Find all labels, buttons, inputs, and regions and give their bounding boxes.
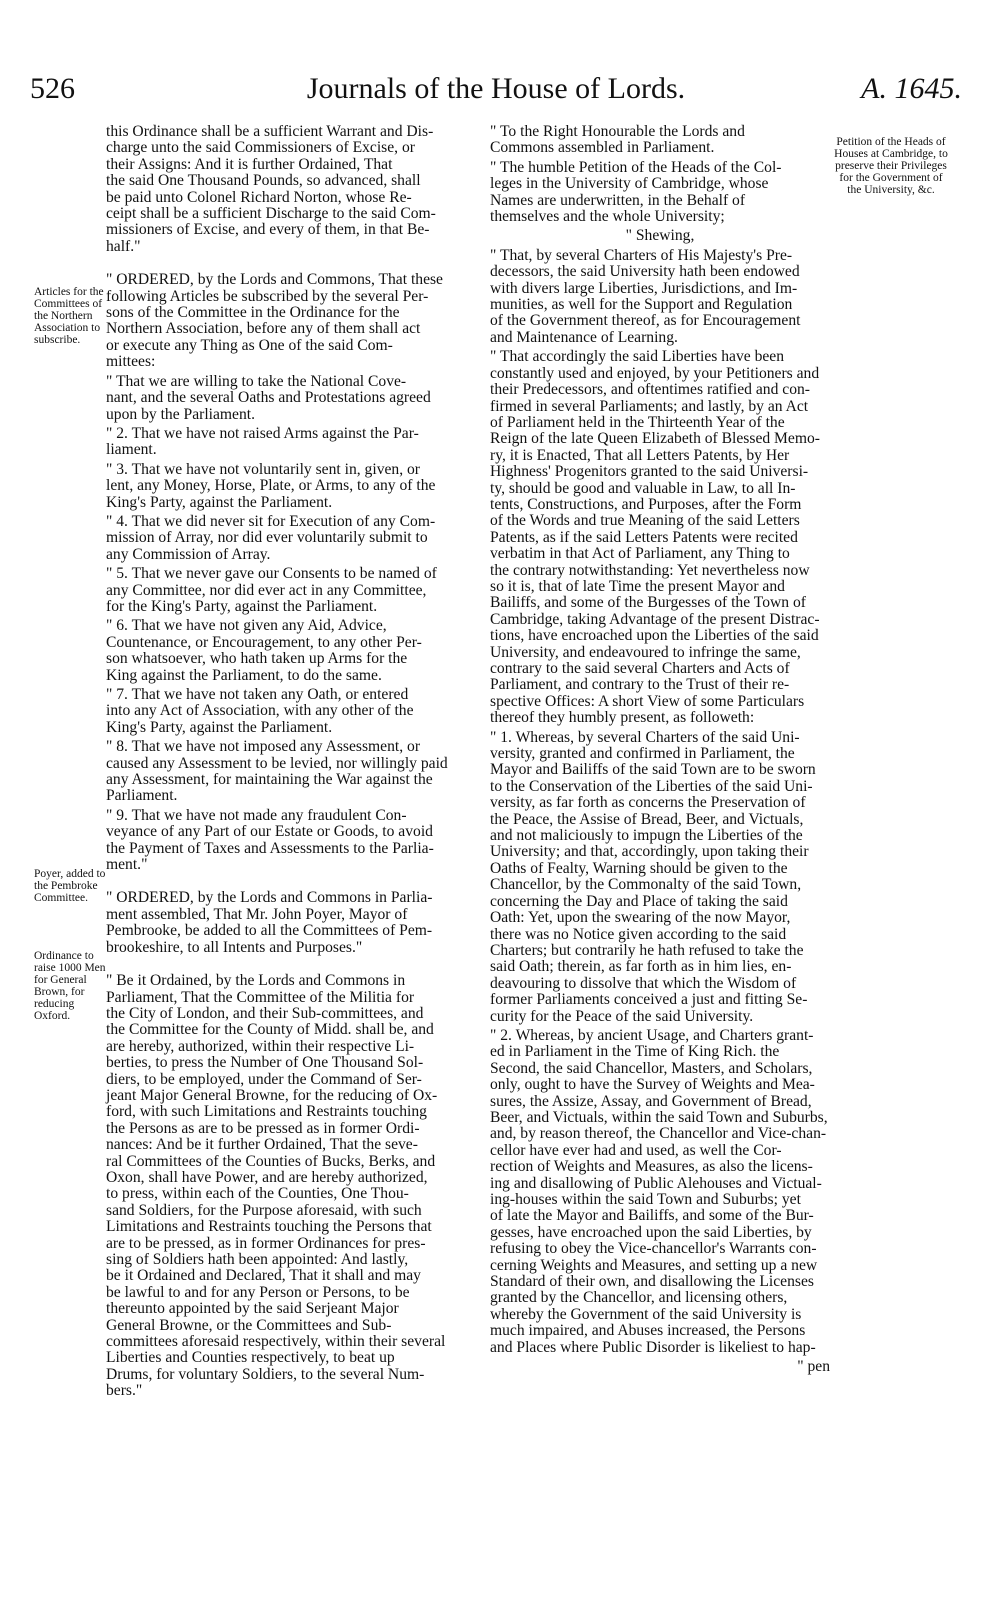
right-column: [490, 124, 830, 1378]
left-paragraph: " 5. That we never gave our Consents to be named of any Committee, nor did ever act in any Committee, for the King's Party, against the Parliament.: [106, 565, 437, 615]
margin-note-petition: Petition of the Heads of Houses at Cambridge, to preserve their Privileges for the Government of the University, &c.: [834, 136, 948, 196]
left-column: [106, 124, 466, 1403]
right-paragraph: " 2. Whereas, by ancient Usage, and Charters grant- ed in Parliament in the Time of King Rich. the Second, the said Chancellor, Masters, and Scholars, only, ought to have the Survey of Weights and Mea- sures, the Assize, Assay, and Government of Bread, Beer, and Victuals, within the said Town and Suburbs, and, by reason thereof, the Chancellor and Vice-chan- cellor have ever had and used, as well the Cor- rection of Weights and Measures, as also the licens- ing and disallowing of Public Alehouses and Victual- ing-houses within the said Town and Suburbs; yet of late the Mayor and Bailiffs, and some of the Bur- gesses, have encroached upon the said Liberties, by refusing to obey the Vice-chancellor's Warrants con- cerning Weights and Measures, and setting up a new Standard of their own, and disallowing the Licenses granted by the Chancellor, and licensing others, whereby the Government of the said University is much impaired, and Abuses increased, the Persons and Places where Public Disorder is likeliest to hap-: [490, 1026, 828, 1356]
left-paragraph: " 3. That we have not voluntarily sent in, given, or lent, any Money, Horse, Plate, or Arms, to any of the King's Party, against the Parliament.: [106, 460, 436, 511]
running-header: [30, 72, 962, 112]
left-paragraph: " 9. That we have not made any fraudulent Con- veyance of any Part of our Estate or Goods, to avoid the Payment of Taxes and Assessments to the Parlia- ment.": [106, 806, 434, 874]
right-paragraph: " Shewing,: [625, 227, 695, 245]
left-paragraph: " That we are willing to take the National Cove- nant, and the several Oaths and Protestations agreed upon by the Parliament.: [106, 372, 431, 423]
right-paragraph: " To the Right Honourable the Lords and Commons assembled in Parliament.: [490, 123, 745, 157]
catchword: " pen: [797, 1358, 830, 1376]
left-paragraph: " 6. That we have not given any Aid, Advice, Countenance, or Encouragement, to any other Per- son whatsoever, who hath taken up Arms for the King against the Parliament, to do the same.: [106, 617, 422, 684]
left-paragraph: this Ordinance shall be a sufficient Warrant and Dis- charge unto the said Commissioners of Excise, or their Assigns: And it is further Ordained, That the said One Thousand Pounds, so advanced, shall be paid unto Colonel Richard Norton, whose Re- ceipt shall be a sufficient Discharge to the said Com- missioners of Excise, and every of them, in that Be- half.": [106, 123, 436, 255]
right-paragraph: " The humble Petition of the Heads of the Col- leges in the University of Cambridge, whose Names are underwritten, in the Behalf of themselves and the whole University;: [490, 158, 782, 226]
margin-note-poyer: Poyer, added to the Pembroke Committee.: [34, 868, 106, 904]
left-paragraph: " ORDERED, by the Lords and Commons, That these following Articles be subscribed by the several Per- sons of the Committee in the Ordinance for the Northern Association, before any of them shall act or execute any Thing as One of the said Com- mittees:: [106, 271, 443, 371]
left-paragraph: " 7. That we have not taken any Oath, or entered into any Act of Association, with any other of the King's Party, against the Parliament.: [106, 686, 414, 736]
left-paragraph: " Be it Ordained, by the Lords and Commons in Parliament, That the Committee of the Militia for the City of London, and their Sub-committees, and the Committee for the County of Midd. shall be, and are hereby, authorized, within their respective Li- berties, to press the Number of One Thousand Sol- diers, to be employed, under the Command of Ser- jeant Major General Browne, for the reducing of Ox- ford, with such Limitations and Restraints touching the Persons as are to be pressed as in former Ordi- nances: And be it further Ordained, That the seve- ral Committees of the Counties of Bucks, Berks, and Oxon, shall have Power, and are hereby authorized, to press, within each of the Counties, One Thou- sand Soldiers, for the Purpose aforesaid, with such Limitations and Restraints touching the Persons that are to be pressed, as in former Ordinances for pres- sing of Soldiers hath been appointed: And lastly, be it Ordained and Declared, That it shall and may be lawful to and for any Person or Persons, to be thereunto appointed by the said Serjeant Major General Browne, or the Committees and Sub- committees aforesaid respectively, within their several Liberties and Counties respectively, to beat up Drums, for voluntary Soldiers, to the several Num- bers.": [106, 972, 446, 1400]
right-paragraph: " That, by several Charters of His Majesty's Pre- decessors, the said University hath been endowed with divers large Liberties, Jurisdictions, and Im- munities, as well for the Support and Regulation of the Government thereof, as for Encouragement and Maintenance of Learning.: [490, 246, 801, 346]
right-paragraph: " That accordingly the said Liberties have been constantly used and enjoyed, by your Petitioners and their Predecessors, and oftentimes ratified and con- firmed in several Parliaments; and lastly, by an Act of Parliament held in the Thirteenth Year of the Reign of the late Queen Elizabeth of Blessed Memo- ry, it is Enacted, That all Letters Patents, by Her Highness' Progenitors granted to the said Universi- ty, should be good and valuable in Law, to all In- tents, Constructions, and Purposes, after the Form of the Words and true Meaning of the said Letters Patents, as if the said Letters Patents were recited verbatim in that Act of Parliament, any Thing to the contrary notwithstanding: Yet nevertheless now so it is, that of late Time the present Mayor and Bailiffs, and some of the Burgesses of the Town of Cambridge, taking Advantage of the present Distrac- tions, have encroached upon the Liberties of the said University, and endeavoured to infringe the same, contrary to the said several Charters and Acts of Parliament, and contrary to the Trust of their re- spective Offices: A short View of some Particulars thereof they humbly present, as followeth:: [490, 348, 820, 727]
margin-note-ordinance: Ordinance to raise 1000 Men for General Brown, for reducing Oxford.: [34, 950, 106, 1022]
page-number: 526: [30, 72, 75, 105]
left-paragraph: " 4. That we did never sit for Execution of any Com- mission of Array, nor did ever voluntarily submit to any Commission of Array.: [106, 512, 436, 563]
page-title: Journals of the House of Lords.: [306, 72, 686, 105]
left-paragraph: " 8. That we have not imposed any Assessment, or caused any Assessment to be levied, nor willingly paid any Assessment, for maintaining the War against the Parliament.: [106, 738, 448, 805]
margin-note-articles: Articles for the Committees of the Northern Association to subscribe.: [34, 286, 104, 346]
left-paragraph: " 2. That we have not raised Arms against the Par- liament.: [106, 424, 419, 459]
right-paragraph: " 1. Whereas, by several Charters of the said Uni- versity, granted and confirmed in Parliament, the Mayor and Bailiffs of the said Town are to be sworn to the Conservation of the Liberties of the said Uni- versity, as far forth as concerns the Preservation of the Peace, the Assise of Bread, Beer, and Victuals, and not maliciously to impugn the Liberties of the University; and that, accordingly, upon taking their Oaths of Fealty, Warning should be given to the Chancellor, by the Commonalty of the said Town, concerning the Day and Place of taking the said Oath: Yet, upon the swearing of the now Mayor, there was no Notice given according to the said Charters; but contrarily he hath refused to take the said Oath; therein, as far forth as in him lies, en- deavouring to dissolve that which the Wisdom of former Parliaments conceived a just and fitting Se- curity for the Peace of the said University.: [490, 728, 816, 1025]
left-paragraph: " ORDERED, by the Lords and Commons in Parlia- ment assembled, That Mr. John Poyer, Mayor of Pembrooke, be added to all the Committees of Pem- brookeshire, to all Intents and Purposes.": [106, 889, 433, 956]
page-year: A. 1645.: [861, 72, 962, 105]
